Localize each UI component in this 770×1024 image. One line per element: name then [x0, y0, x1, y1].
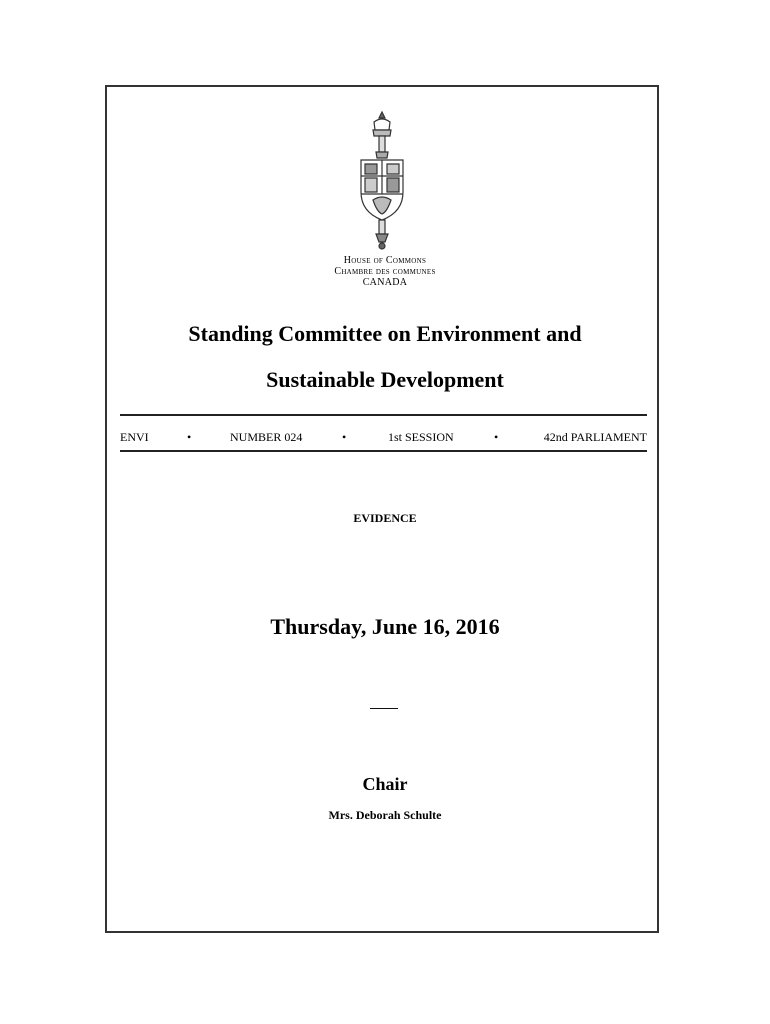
chair-name: Mrs. Deborah Schulte: [328, 808, 442, 822]
bullet-separator: •: [342, 430, 347, 444]
committee-title-line2: Sustainable Development: [266, 367, 504, 392]
parliament-label: 42nd PARLIAMENT: [543, 430, 647, 444]
meeting-number: NUMBER 024: [230, 430, 303, 444]
bullet-separator: •: [494, 430, 499, 444]
committee-code: ENVI: [120, 430, 149, 444]
country-name: CANADA: [362, 277, 408, 288]
house-name-english: House of Commons: [343, 255, 427, 266]
top-rule: [120, 414, 647, 416]
session-label: 1st SESSION: [388, 430, 454, 444]
committee-title: [0, 311, 770, 403]
meta-row: [120, 429, 647, 445]
chair-label: Chair: [362, 774, 408, 794]
house-of-commons-crest-icon: [349, 108, 415, 250]
house-name-french: Chambre des communes: [334, 266, 436, 277]
meeting-date: Thursday, June 16, 2016: [270, 614, 500, 639]
bullet-separator: •: [187, 430, 192, 444]
committee-title-line1: Standing Committee on Environment and: [188, 321, 582, 346]
bottom-rule: [120, 450, 647, 452]
divider-dash: [370, 708, 398, 709]
evidence-label: EVIDENCE: [353, 511, 417, 525]
